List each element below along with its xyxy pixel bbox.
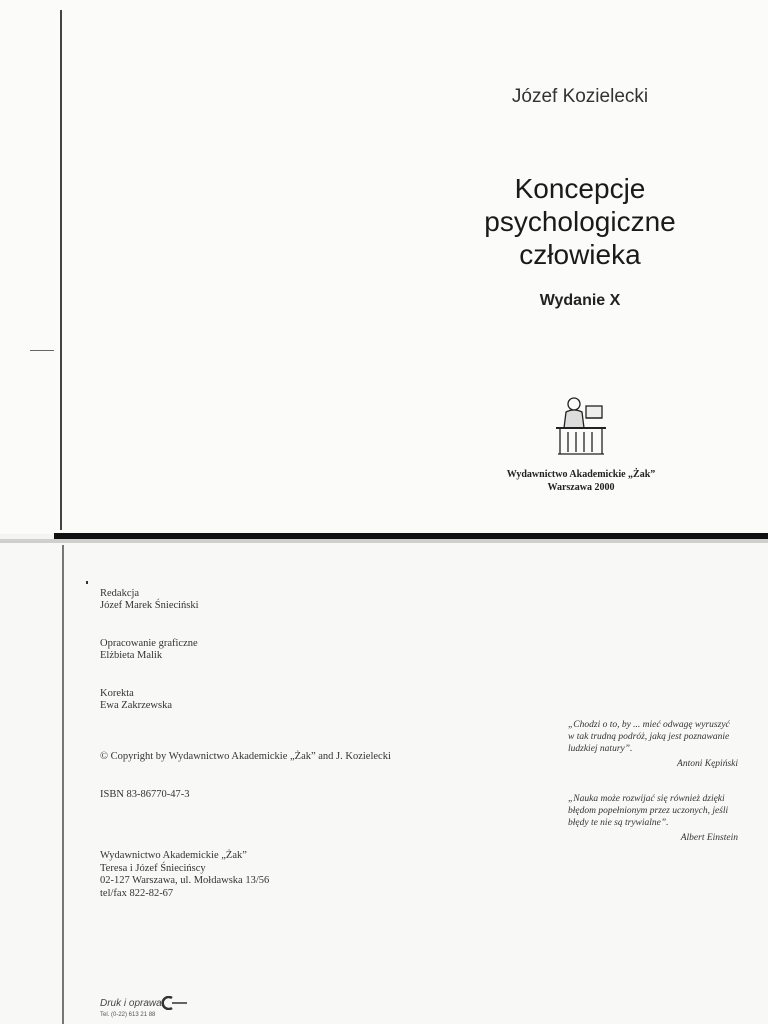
printer-phone: Tel. (0-22) 613 21 88 [100,1012,156,1018]
publisher-info [0,468,768,494]
quote-line: „Chodzi o to, by ... mieć odwagę wyruszyć [568,720,730,730]
address-line: Wydawnictwo Akademickie „Żak” [100,850,247,861]
credit-name: Elżbieta Malik [100,650,163,661]
isbn: ISBN 83-86770-47-3 [100,789,190,800]
credit-graphic-design [100,638,430,662]
credit-proofreading [100,688,430,712]
margin-dot [86,581,88,584]
edition-label: Wydanie X [539,292,621,309]
credit-role: Opracowanie graficzne [100,638,198,649]
credit-name: Józef Marek Śnieciński [100,600,199,611]
quote-author: Albert Einstein [680,833,738,843]
quote-line: ludzkiej natury”. [568,744,633,754]
quote-line: w tak trudną podróż, jaką jest poznawanie [568,732,730,742]
title-line: Koncepcje [514,173,646,204]
margin-mark [30,350,54,351]
author-name: Józef Kozielecki [511,86,649,107]
epigraph-quote [568,719,738,770]
address-line: tel/fax 822-82-67 [100,887,174,899]
credit-editor [100,588,430,612]
page-separator [54,533,768,539]
copyright-notice: © Copyright by Wydawnictwo Akademickie „Żak” and J. Kozielecki [100,751,391,762]
credit-name: Ewa Zakrzewska [100,700,173,711]
publisher-address [100,850,269,900]
binding-edge-lower [62,545,64,1024]
credit-role: Redakcja [100,588,140,599]
epigraph-quote [568,793,738,844]
printer-logo-icon [160,996,188,1010]
credits-list [100,588,430,738]
page-gap [0,539,768,543]
quote-author: Antoni Kępiński [677,759,738,769]
quote-line: błędom popełnionym przez uczonych, jeśli [568,806,729,816]
quote-line: „Nauka może rozwijać się również dzięki [568,794,725,804]
publisher-city-year: Warszawa 2000 [547,482,615,493]
title-line: człowieka [519,239,641,270]
printer-label: Druk i oprawa: [100,998,165,1009]
scholar-at-desk-icon [552,392,608,456]
title-line: psychologiczne [484,206,676,237]
quote-line: błędy te nie są trywialne”. [568,818,669,828]
credit-role: Korekta [100,688,134,699]
book-title [0,172,768,271]
address-line: 02-127 Warszawa, ul. Mołdawska 13/56 [100,875,270,886]
publisher-name: Wydawnictwo Akademickie „Żak” [506,469,656,480]
address-line: Teresa i Józef Śniecińscy [100,862,206,874]
